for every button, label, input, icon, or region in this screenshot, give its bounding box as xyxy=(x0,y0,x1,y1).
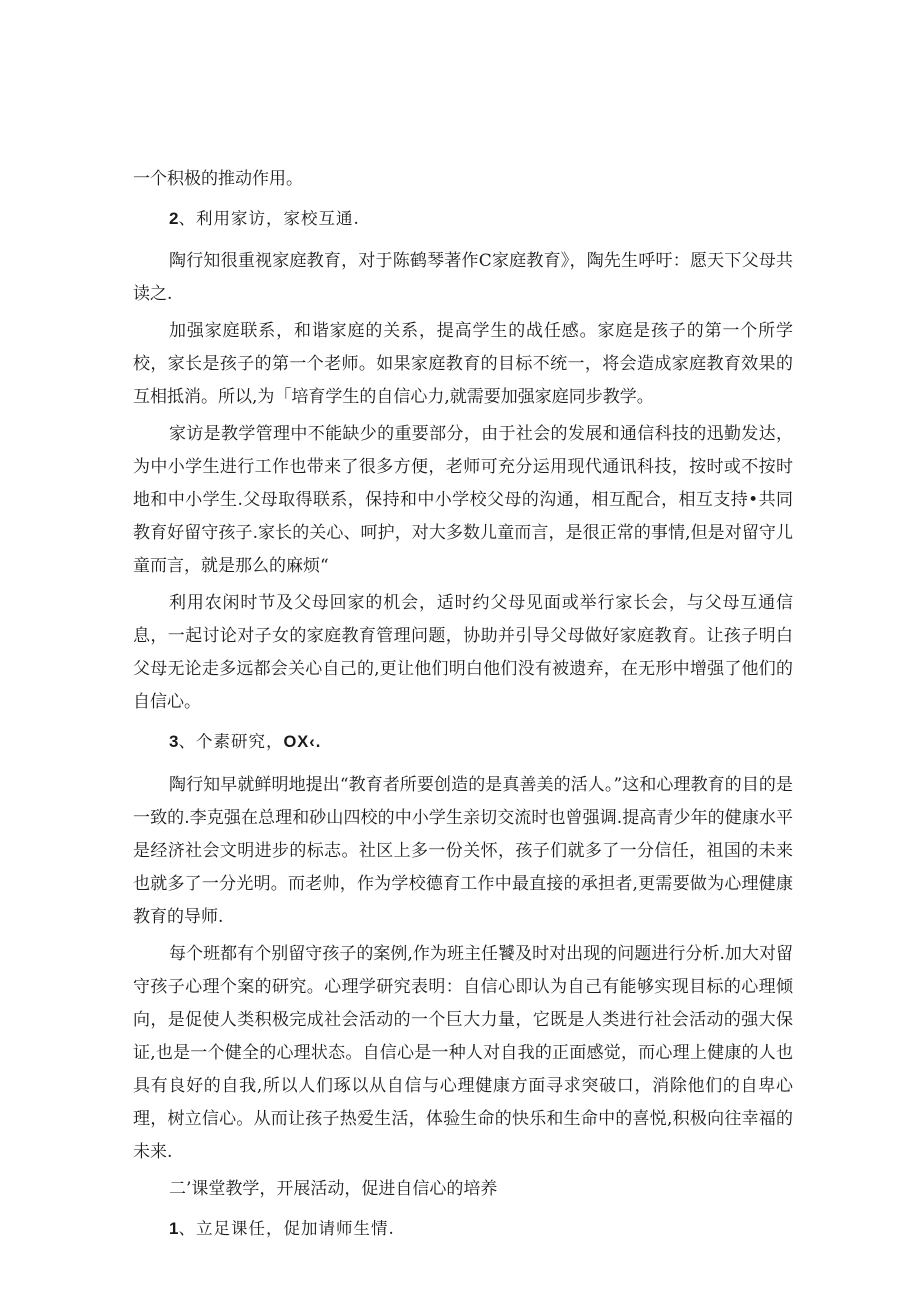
heading-2 xyxy=(133,202,793,235)
paragraph-taoxingzhi-family: 陶行知很重视家庭教育，对于陈鹤琴著作C家庭教育》，陶先生呼吁：愿天下父母共读之. xyxy=(133,251,793,304)
heading-3-tail: OX‹. xyxy=(283,733,322,751)
paragraph-continuation: 一个积极的推动作用。 xyxy=(133,169,303,189)
heading-2-text: 、利用家访，家校互通. xyxy=(178,209,360,228)
heading-3-number: 3 xyxy=(169,732,179,751)
heading-1-number: 1 xyxy=(169,1219,179,1238)
paragraph-parent-meeting: 利用农闲时节及父母回家的机会，适时约父母见面或举行家长会，与父母互通信息，一起讨论对子女的家庭教育管理问题，协助并引导父母做好家庭教育。让孩子明白父母无论走多远都会关心自己的,更让他们明白他们没有被遗弃，在无形中增强了他们的自信心。 xyxy=(133,593,793,712)
heading-3-text: 、个素研究， xyxy=(178,732,284,751)
paragraph-educators: 陶行知早就鲜明地提出“教育者所要创造的是真善美的活人。”这和心理教育的目的是一致的.李克强在总理和砂山四校的中小学生亲切交流时也曾强调.提高青少年的健康水平是经济社会文明进步的标志。社区上多一份关怀，孩子们就多了一分信任，祖国的未来也就多了一分光明。而老帅，作为学校德育工作中最直接的承担者,更需要做为心理健康教育的导师. xyxy=(133,775,793,927)
paragraph-case-study: 每个班都有个别留守孩子的案例,作为班主任饕及时对出现的问题进行分析.加大对留守孩子心理个案的研究。心理学研究表明：自信心即认为自己有能够实现目标的心理倾向，是促使人类积极完成社会活动的一个巨大力量，它既是人类进行社会活动的强大保证,也是一个健全的心理状态。自信心是一种人对自我的正面感觉，而心理上健康的人也具有良好的自我,所以人们琢以从自信与心理健康方面寻求突破口，消除他们的自卑心理，树立信心。从而让孩子热爱生活，体验生命的快乐和生命中的喜悦,积极向往幸福的未来. xyxy=(133,944,793,1162)
heading-1-text: 、立足课任，促加请师生情. xyxy=(178,1219,395,1238)
heading-2-number: 2 xyxy=(169,209,179,228)
heading-3 xyxy=(133,725,793,759)
paragraph-home-visit: 家访是教学管理中不能缺少的重要部分，由于社会的发展和通信科技的迅勤发达，为中小学生进行工作也带来了很多方便，老师可充分运用现代通讯科技，按时或不按时地和中小学生.父母取得联系，保持和中小学校父母的沟通，相互配合，相互支持•共同教育好留守孩子.家长的关心、呵护，对大多数儿童而言，是很正常的事情,但是对留守儿童而言，就是那么的麻烦“ xyxy=(133,424,793,576)
document-page xyxy=(133,163,793,1255)
section-2-heading: 二’课堂教学，开展活动，促进自信心的培养 xyxy=(169,1179,498,1199)
paragraph-family-contact: 加强家庭联系，和谐家庭的关系，提高学生的战任感。家庭是孩子的第一个所学校，家长是孩子的第一个老师。如果家庭教育的目标不统一，将会造成家庭教育效果的互相抵消。所以,为「培育学生的自信心力,就需要加强家庭同步教学。 xyxy=(133,321,793,407)
heading-1 xyxy=(133,1212,793,1245)
